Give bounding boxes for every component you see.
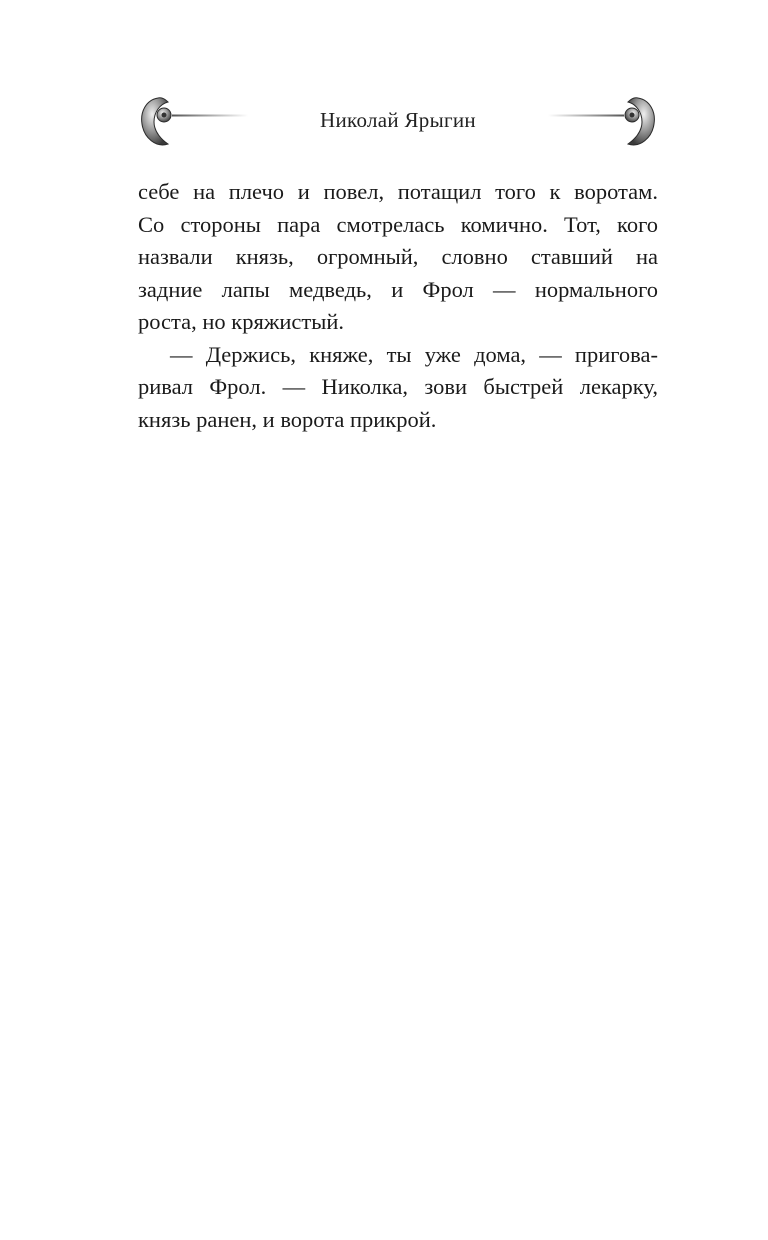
text-line: Со стороны пара смотрелась комично. Тот, кого bbox=[138, 211, 658, 237]
text-line: князь ранен, и ворота прикрой. bbox=[138, 406, 437, 432]
text-line: себе на плечо и повел, потащил того к воротам. bbox=[138, 179, 658, 204]
text-line: ривал Фрол. — Николка, зови быстрей лекарку, bbox=[138, 374, 658, 399]
text-line: роста, но кряжистый. bbox=[138, 309, 345, 334]
text-line: задние лапы медведь, и Фрол — нормального bbox=[138, 276, 658, 302]
running-head-author: Николай Ярыгин bbox=[320, 108, 476, 132]
paragraph bbox=[138, 176, 658, 339]
right-ornament-icon bbox=[548, 92, 658, 152]
paragraph bbox=[138, 339, 658, 437]
text-line: назвали князь, огромный, словно ставший на bbox=[138, 244, 658, 269]
page-body-text bbox=[138, 176, 658, 436]
page-header bbox=[138, 92, 658, 152]
text-line: — Держись, княже, ты уже дома, — пригова- bbox=[170, 341, 658, 367]
